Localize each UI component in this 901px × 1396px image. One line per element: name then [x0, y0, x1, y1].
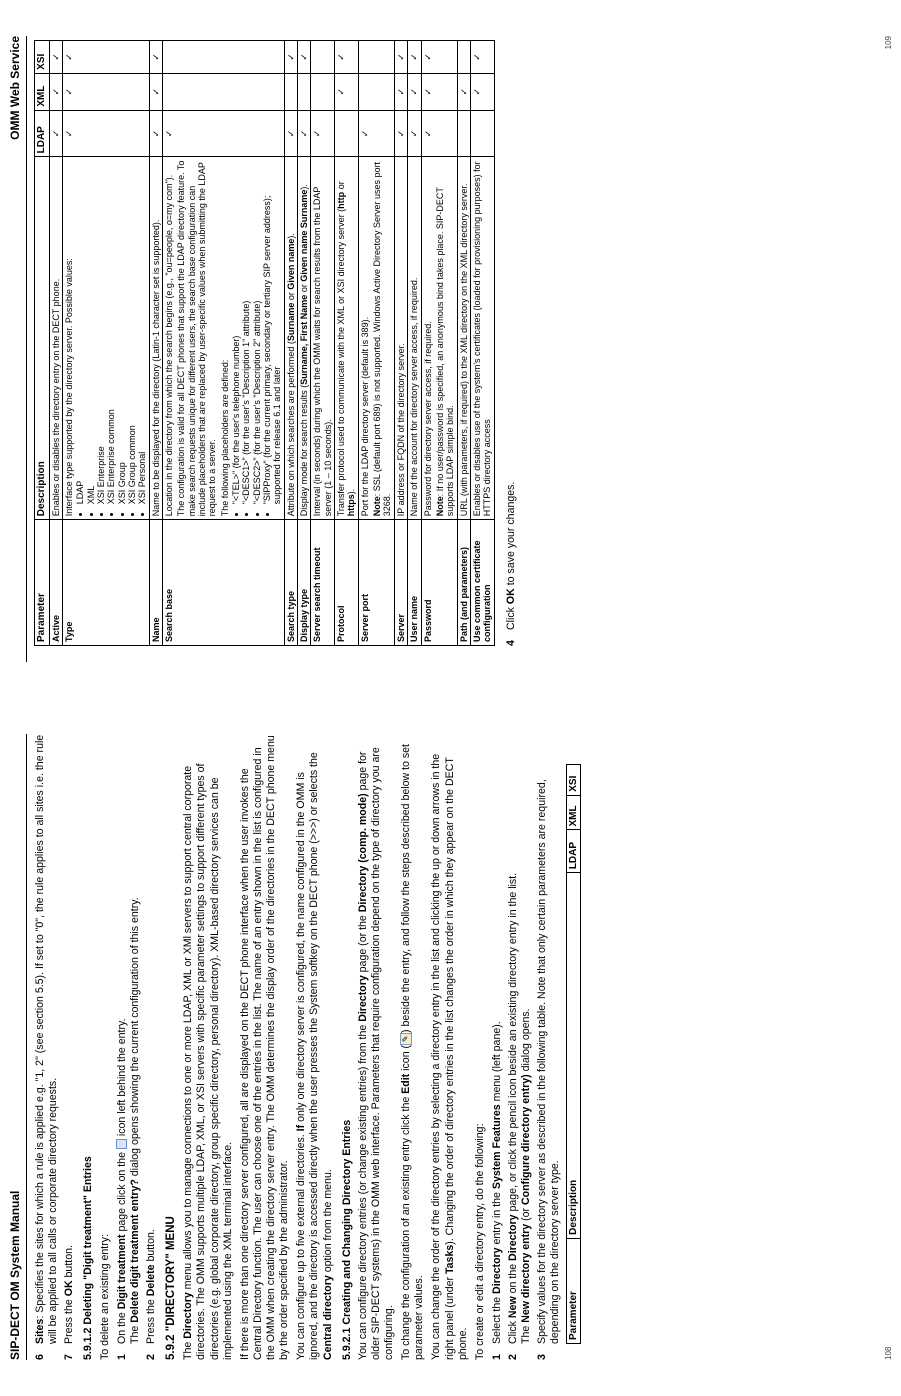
xsi-check: ✓	[298, 41, 311, 74]
ui-term: Directory	[356, 975, 369, 1022]
description-text: Port for the LDAP directory server (default is 389).	[359, 316, 370, 517]
list-item: • XSI Enterprise common	[106, 160, 116, 504]
step-text: Press the	[144, 1296, 157, 1344]
list-item: • "<DESC2>" (for the user's "Description 2" attribute)	[252, 160, 262, 504]
text: page (or the	[356, 912, 369, 976]
note-label: Note	[434, 496, 445, 517]
param-description: Name of the account for directory server access, if required.	[408, 157, 421, 520]
trash-icon	[116, 1139, 127, 1149]
table-row-path	[457, 41, 470, 646]
description-text: The configuration is valid for all DECT phones that support the LDAP directory feature. To make search requests unique for different users, the search base configuration can include placeholders that are replaced by user-specific values when submitting the LDAP request to a server.	[176, 160, 218, 517]
note-text: : SSL (default port 689) is not supported. Windows Active Directory Server uses port 3268.	[372, 161, 393, 517]
xsi-check: ✓	[421, 41, 457, 74]
table-row-server-search-timeout	[311, 41, 335, 646]
parameter-table-header	[566, 764, 582, 1344]
xml-empty	[162, 73, 284, 110]
text: page for older SIP-DECT systems) in the OMM web interface. Parameters that require configuration depend on the type of directory you are configuring.	[356, 747, 395, 1360]
param-name: Server	[394, 520, 407, 646]
ui-term: Directory (comp. mode)	[356, 793, 369, 913]
paragraph	[182, 734, 235, 1360]
xml-check: ✓	[470, 73, 494, 110]
text: icon (	[400, 1044, 413, 1074]
param-name: Protocol	[335, 520, 359, 646]
step-6	[34, 734, 60, 1360]
xsi-check: ✓	[408, 41, 421, 74]
param-name: Active	[49, 520, 62, 646]
column-header-parameter: Parameter	[566, 1238, 581, 1343]
table-row-type	[62, 41, 149, 646]
ui-term: Configure directory entry)	[520, 1074, 533, 1206]
list-item: • XSI Group	[117, 160, 127, 504]
list-item: • "<DESC1>" (for the user's "Description 1" attribute)	[241, 160, 251, 504]
xsi-check: ✓	[149, 41, 162, 74]
xml-check: ✓	[421, 73, 457, 110]
column-header-xml: XML	[35, 73, 50, 110]
param-description	[298, 157, 311, 520]
xml-check: ✓	[457, 73, 470, 110]
step-text: icon left behind the entry.	[115, 1018, 128, 1140]
step-text: page, or click the pencil icon beside an existing directory entry in the list.	[507, 872, 519, 1215]
description-text: The following placeholders are defined:	[219, 359, 230, 517]
xsi-check: ✓	[62, 41, 149, 74]
text: You can configure directory entries (or change existing entries) from the	[356, 1021, 369, 1360]
ldap-empty	[457, 110, 470, 157]
step-number: 1	[490, 1354, 503, 1360]
page-header: SIP-DECT OM System Manual	[8, 1190, 22, 1360]
column-header-description: Description	[35, 157, 50, 520]
delete-step-2	[145, 734, 158, 1360]
param-description	[358, 157, 394, 520]
table-header-row	[35, 41, 50, 646]
xml-empty	[284, 73, 297, 110]
text: or	[285, 289, 296, 303]
ui-term: Central directory	[321, 1275, 334, 1360]
param-description: Enables or disables the directory entry on the DECT phone.	[49, 157, 62, 520]
param-description	[421, 157, 457, 520]
step-text: menu (left pane).	[490, 1021, 503, 1105]
ldap-check: ✓	[149, 110, 162, 157]
paragraph: To create or edit a directory entry, do the following:	[473, 1123, 486, 1360]
ldap-empty	[470, 110, 494, 157]
table-row-protocol	[335, 41, 359, 646]
table-row-display-type	[298, 41, 311, 646]
step-number: 2	[144, 1354, 157, 1360]
column-header-description: Description	[566, 873, 581, 1239]
text: or	[299, 281, 310, 295]
column-header-xsi: XSI	[35, 41, 50, 74]
xsi-check: ✓	[49, 41, 62, 74]
ldap-check: ✓	[284, 110, 297, 157]
ui-term: Directory	[490, 1247, 503, 1294]
text: only one directory server is configured, the name configured in the OMM is ignored, and the directory is accessed directly when the user presses the System softkey on the DECT phone (>>>) or selects the	[295, 752, 321, 1360]
text: Attribute on which searches are performed (	[285, 341, 296, 517]
step-text: : Specifies the sites for which a rule is applied e.g. "1, 2" (see section 5.5). If set to "0", the rule applies to all sites i.e. the rule will be applied to all calls or corporate directory requests.	[34, 734, 60, 1344]
create-step-1	[491, 734, 504, 1360]
xsi-empty	[358, 41, 394, 74]
step-text: Specify values for the directory server as described in the following table. Note that only certain parameters are required, depending on the directory server type.	[536, 779, 562, 1344]
page-number: 108	[884, 1346, 893, 1360]
list-item: • XSI Personal	[137, 160, 147, 504]
list-item: • LDAP	[75, 160, 85, 504]
ui-term: Delete digit treatment entry?	[128, 1179, 141, 1323]
page-108-body	[34, 734, 581, 1360]
page-header: OMM Web Service	[8, 36, 22, 140]
param-description	[284, 157, 297, 520]
param-name: Password	[421, 520, 457, 646]
step-keyword: Sites	[34, 1318, 46, 1344]
note-label: Note	[372, 496, 383, 517]
ldap-check: ✓	[162, 110, 284, 157]
text: Transfer protocol used to communicate with the XML or XSI directory server (	[336, 208, 347, 517]
ui-term: New	[507, 1296, 519, 1319]
step-number: 3	[536, 1354, 549, 1360]
paragraph	[430, 734, 469, 1360]
step-text: button.	[144, 1229, 157, 1265]
column-header-ldap: LDAP	[35, 110, 50, 157]
param-description: Enables or disables use of the system's certificates (loaded for provisioning purposes) for HTTPS directory access	[470, 157, 494, 520]
text: ). Changing the order of directory entries in the list changes the order in which they appear on the DECT phone.	[443, 757, 469, 1360]
text: option from the menu.	[321, 1169, 334, 1276]
text: ).	[299, 184, 310, 190]
step-text: On the	[115, 1309, 128, 1344]
note-text: : If no user/password is specified, an anonymous bind takes place. SIP-DECT supports LDAP simple bind.	[434, 187, 456, 517]
step-text: Press the	[63, 1296, 76, 1344]
ui-term: Tasks	[443, 1244, 456, 1275]
table-row-server-port	[358, 41, 394, 646]
ui-term: Surname	[285, 302, 296, 342]
param-description: URL (with parameters, if required) to the XML directory on the XML directory server.	[457, 157, 470, 520]
table-row-name	[149, 41, 162, 646]
header-divider	[26, 36, 27, 662]
list-item: • "SIPProxy" (for the current primary, secondary or tertiary SIP server address); supported for release 6.1 and later	[262, 160, 283, 504]
text: Display mode for search results (	[299, 384, 310, 517]
xsi-check: ✓	[470, 41, 494, 74]
column-header-parameter: Parameter	[35, 520, 50, 646]
step-text: The	[128, 1322, 141, 1344]
ui-term: Directory	[182, 1292, 195, 1339]
step-4	[505, 20, 518, 646]
ldap-check: ✓	[311, 110, 335, 157]
list-item: • XSI Group common	[127, 160, 137, 504]
xml-check: ✓	[62, 73, 149, 110]
xml-check: ✓	[335, 73, 359, 110]
step-text: page click on the	[115, 1149, 128, 1235]
step-text: Select the	[490, 1293, 503, 1344]
param-description: IP address or FQDN of the directory server.	[394, 157, 407, 520]
step-7	[63, 734, 76, 1360]
xsi-check: ✓	[284, 41, 297, 74]
param-description: Interval (in seconds) during which the OMM waits for search results from the LDAP server (1 – 10 seconds).	[311, 157, 335, 520]
step-text: button.	[63, 1245, 76, 1281]
description-text: Location in the directory from which the search begins (e.g., "ou=people, o=my com").	[163, 174, 174, 517]
table-row-search-type	[284, 41, 297, 646]
column-header-ldap: LDAP	[566, 830, 581, 873]
description-text: Password for directory server access, if required.	[422, 321, 433, 517]
ok-keyword: OK	[63, 1280, 76, 1297]
column-header-xsi: XSI	[566, 765, 581, 796]
step-text: (or	[520, 1205, 533, 1224]
text: ).	[285, 233, 296, 239]
page-number: 109	[884, 36, 893, 50]
text: The	[182, 1338, 195, 1360]
section-heading-5921: 5.9.2.1 Creating and Changing Directory Entries	[340, 1119, 353, 1360]
step-text: The	[520, 1322, 533, 1344]
xml-empty	[298, 73, 311, 110]
param-name: Server port	[358, 520, 394, 646]
type-values-list	[75, 160, 147, 516]
xml-empty	[358, 73, 394, 110]
ldap-check: ✓	[49, 110, 62, 157]
list-item: • XSI Enterprise	[96, 160, 106, 504]
text: ) beside the entry, and follow the steps described below to set parameter values.	[400, 743, 426, 1360]
delete-step-1	[116, 734, 142, 1360]
xsi-check: ✓	[394, 41, 407, 74]
page-108	[0, 698, 901, 1396]
xsi-empty	[311, 41, 335, 74]
param-description: Name to be displayed for the directory (Latin-1 character set is supported).	[149, 157, 162, 520]
paragraph	[400, 734, 426, 1360]
step-number: 7	[63, 1354, 76, 1360]
xml-check: ✓	[394, 73, 407, 110]
paragraph	[357, 734, 396, 1360]
ui-term: https	[346, 494, 357, 517]
xsi-empty	[162, 41, 284, 74]
ldap-check: ✓	[421, 110, 457, 157]
text: You can change the order of the directory entries by selecting a directory entry in the list and clicking the up or down arrows in the right panel (under	[430, 753, 456, 1360]
param-name: Search type	[284, 520, 297, 646]
page-109-body	[34, 20, 521, 646]
text: To change the configuration of an existing entry click the	[400, 1093, 413, 1360]
step-text: dialog opens.	[520, 1008, 533, 1075]
param-description	[335, 157, 359, 520]
step-number: 6	[34, 1354, 46, 1360]
table-row-active	[49, 41, 62, 646]
text: menu allows you to manage connections to one or more LDAP, XML or XMl servers to support central corporate directories. The OMM supports multiple LDAP, XML, or XSI servers with specific parameter settings to support different types of directories (e.g. global corporate directory, group specific directory, personal directory). XML-based directory services can be implemented using the XML terminal interface.	[182, 763, 234, 1360]
table-row-common-certificate	[470, 41, 494, 646]
create-step-2	[507, 734, 533, 1360]
step-text: Click	[507, 1318, 519, 1344]
column-header-xml: XML	[566, 795, 581, 830]
list-item: • XML	[86, 160, 96, 504]
param-name: Path (and parameters)	[457, 520, 470, 646]
text: ).	[346, 488, 357, 495]
step-text: on the	[507, 1260, 519, 1297]
table-row-user-name	[408, 41, 421, 646]
ui-term: Digit treatment	[115, 1234, 128, 1310]
ui-term: If	[295, 1124, 308, 1132]
ui-term: Directory	[507, 1214, 519, 1261]
xsi-empty	[457, 41, 470, 74]
ldap-check: ✓	[298, 110, 311, 157]
ldap-check: ✓	[358, 110, 394, 157]
ui-term: System Features	[490, 1104, 503, 1190]
table-row-server	[394, 41, 407, 646]
table-row-search-base	[162, 41, 284, 646]
text: You can configure up to five external directories.	[295, 1131, 308, 1360]
xml-check: ✓	[149, 73, 162, 110]
param-name: Server search timeout	[311, 520, 335, 646]
ldap-check: ✓	[394, 110, 407, 157]
pencil-edit-icon: ✎	[400, 1033, 412, 1045]
ui-term: Edit	[400, 1073, 413, 1094]
ldap-empty	[335, 110, 359, 157]
ui-term: Given name Surname	[299, 189, 310, 282]
header-divider	[26, 734, 27, 1360]
section-heading-592: 5.9.2 "DIRECTORY" MENU	[165, 1216, 177, 1360]
ui-term: Surname, First Name	[299, 294, 310, 385]
param-name: Search base	[162, 520, 284, 646]
ldap-check: ✓	[408, 110, 421, 157]
placeholder-list	[231, 160, 283, 516]
section-heading-5912: 5.9.1.2 Deleting "Digit treatment" Entries	[82, 1156, 95, 1360]
xsi-check: ✓	[335, 41, 359, 74]
list-item: • "<TEL>" (for the user's telephone number)	[231, 160, 241, 504]
param-name: Display type	[298, 520, 311, 646]
step-text: to save your changes.	[504, 481, 517, 589]
ok-keyword: OK	[504, 588, 517, 605]
paragraph	[295, 734, 334, 1360]
param-name: Type	[62, 520, 149, 646]
xml-check: ✓	[408, 73, 421, 110]
xml-empty	[311, 73, 335, 110]
param-name: User name	[408, 520, 421, 646]
paragraph: To delete an existing entry:	[98, 1233, 111, 1360]
step-number: 1	[115, 1354, 128, 1360]
ldap-check: ✓	[62, 110, 149, 157]
param-description	[162, 157, 284, 520]
text: or	[336, 181, 347, 192]
param-description	[62, 157, 149, 520]
ui-term: Given name	[285, 238, 296, 290]
paragraph: If there is more than one directory server configured, all are displayed on the DECT phone interface when the user invokes the Central Directory function. The user can choose one of the entries in the list. The name of an entry shown in the list is configured in the OMM when creating the directory server entry. The OMM determines the display order of the directories in the DECT phone menu by the order specified by the administrator.	[238, 735, 291, 1360]
ui-term: Delete	[144, 1264, 157, 1297]
ui-term: http	[336, 191, 347, 209]
xml-check: ✓	[49, 73, 62, 110]
step-number: 2	[507, 1354, 519, 1360]
param-name: Use common certificate configuration	[470, 520, 494, 646]
description-text: Interface type supported by the directory server. Possible values:	[63, 258, 74, 517]
table-row-password	[421, 41, 457, 646]
ui-term: New directory entry	[520, 1223, 533, 1323]
param-name: Name	[149, 520, 162, 646]
step-text: dialog opens showing the current configuration of this entry.	[128, 897, 141, 1180]
step-number: 4	[504, 640, 517, 646]
parameter-table	[34, 40, 495, 646]
step-text: entry in the	[490, 1189, 503, 1248]
step-text: Click	[504, 604, 517, 630]
create-step-3	[536, 734, 562, 1360]
